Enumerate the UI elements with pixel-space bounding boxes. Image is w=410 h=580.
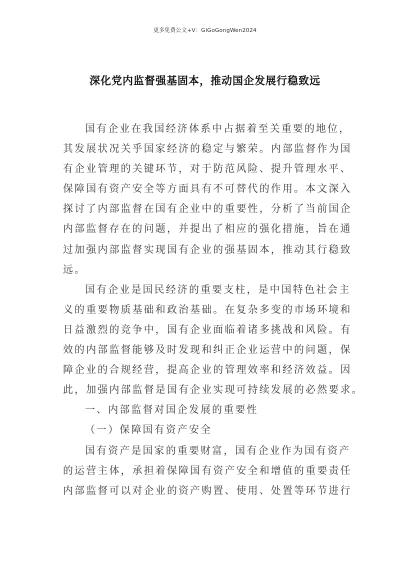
paragraph-line: 保障国有资产安全等方面具有不可替代的作用。本文深入 bbox=[63, 184, 352, 196]
paragraph-line: 探讨了内部监督在国有企业中的重要性，分析了当前国企 bbox=[63, 204, 352, 216]
paragraph-line: 日益激烈的竞争中，国有企业面临着诸多挑战和风险。有 bbox=[63, 324, 352, 336]
paragraph-line: 效的内部监督能够及时发现和纠正企业运营中的问题，保 bbox=[63, 345, 352, 357]
paragraph-line: 内部监督存在的问题，并提出了相应的强化措施，旨在通 bbox=[63, 224, 352, 236]
subsection-heading: （一）保障国有资产安全 bbox=[85, 425, 213, 437]
paragraph-line: 义的重要物质基础和政治基础。在复杂多变的市场环境和 bbox=[63, 304, 352, 316]
paragraph-line: 内部监督可以对企业的资产购置、使用、处置等环节进行 bbox=[63, 485, 352, 497]
paragraph-line: 有企业管理的关键环节，对于防范风险、提升管理水平、 bbox=[63, 164, 352, 176]
paragraph-line: 障企业的合规经营，提高企业的管理效率和经济效益。因 bbox=[63, 365, 352, 377]
paragraph-line: 国有企业是国民经济的重要支柱，是中国特色社会主 bbox=[85, 284, 351, 296]
paragraph-line: 远。 bbox=[63, 264, 87, 276]
paragraph-line: 国有资产是国家的重要财富，国有企业作为国有资产 bbox=[85, 445, 351, 457]
paragraph-line: 的运营主体，承担着保障国有资产安全和增值的重要责任 bbox=[63, 465, 352, 477]
paragraph-line: 国有企业在我国经济体系中占据着至关重要的地位， bbox=[85, 124, 351, 135]
paragraph-line: 此，加强内部监督是国有企业实现可持续发展的必然要求。 bbox=[63, 385, 364, 397]
paragraph-line: 过加强内部监督实现国有企业的强基固本，推动其行稳致 bbox=[63, 244, 352, 256]
section-heading: 一、内部监督对国企发展的重要性 bbox=[85, 405, 259, 417]
document-body bbox=[63, 120, 364, 502]
header-note: 更多免费公文+V：GiGoGongWen2024 bbox=[153, 28, 257, 34]
document-title: 深化党内监督强基固本，推动国企发展行稳致远 bbox=[89, 75, 321, 87]
paragraph-line: 其发展状况关乎国家经济的稳定与繁荣。内部监督作为国 bbox=[63, 144, 352, 156]
